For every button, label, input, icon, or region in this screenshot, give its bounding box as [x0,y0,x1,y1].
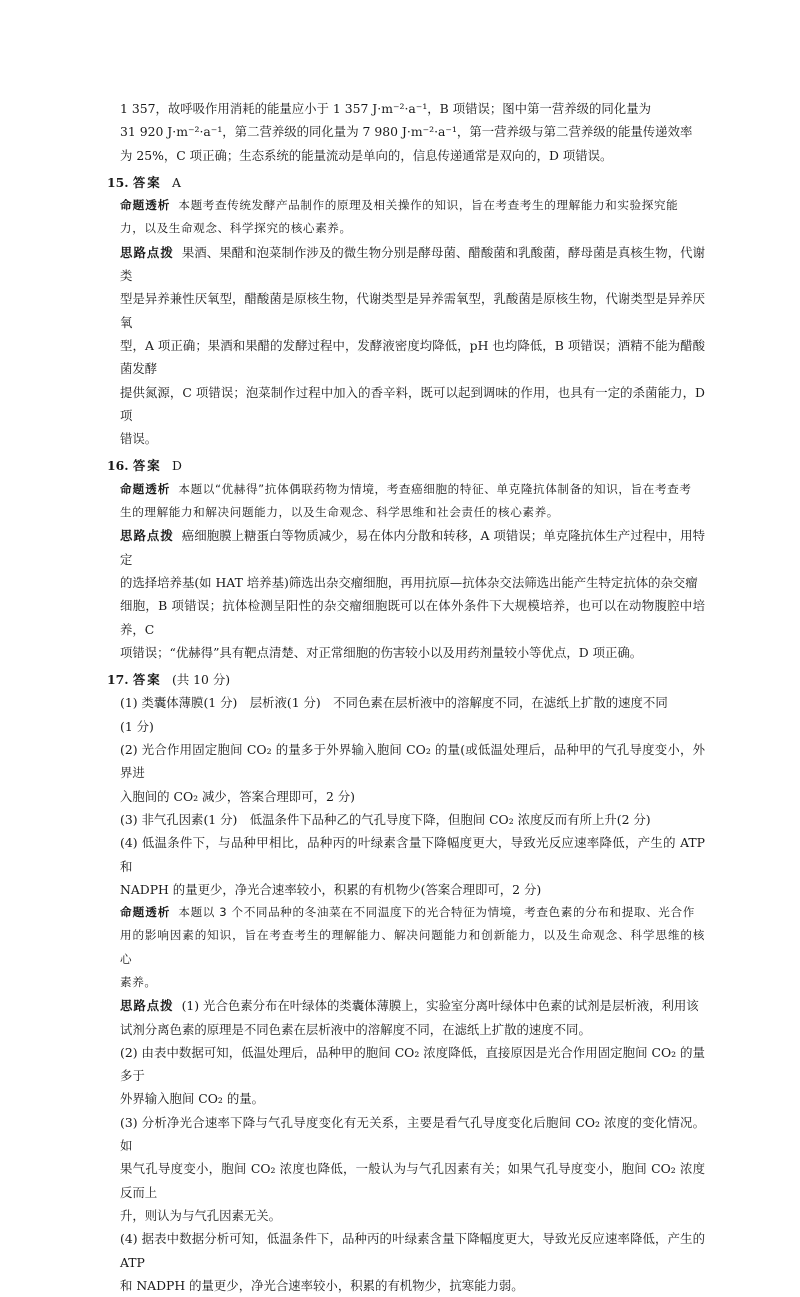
q17-sw-line: (4) 据表中数据分析可知，低温条件下，品种丙的叶绿素含量下降幅度更大，导致光反应速率降低，产生的 ATP [120,1231,705,1270]
q17-sw-text: (1) 光合色素分布在叶绿体的类囊体薄膜上，实验室分离叶绿体中色素的试剂是层析液，利用该 [181,998,699,1014]
q17-answer-value: (共 10 分) [172,672,231,688]
q16-sw-line [120,524,705,571]
q17-answer-line: (1) 类囊体薄膜(1 分) 层析液(1 分) 不同色素在层析液中的溶解度不同，在滤纸上扩散的速度不同 [120,695,668,711]
q15-sw-label: 思路点拨 [120,244,174,260]
q15-sw-text: 果酒、果醋和泡菜制作涉及的微生物分别是酵母菌、醋酸菌和乳酸菌，酵母菌是真核生物，代谢类 [120,244,706,284]
q14-tail-line: 1 357，故呼吸作用消耗的能量应小于 1 357 J·m⁻²·a⁻¹，B 项错误；图中第一营养级的同化量为 [120,101,651,116]
q16-answer-heading [107,454,705,477]
q15-sw-line: 型是异养兼性厌氧型，醋酸菌是原核生物，代谢类型是异养需氧型，乳酸菌是原核生物，代谢类型是异养厌氧 [120,291,705,330]
q15-sw-line: 型，A 项正确；果酒和果醋的发酵过程中，发酵液密度均降低，pH 也均降低，B 项错误；酒精不能为醋酸菌发酵 [120,337,705,377]
q16-sw-line: 的选择培养基(如 HAT 培养基)筛选出杂交瘤细胞，再用抗原—抗体杂交法筛选出能产生特定抗体的杂交瘤 [120,574,698,590]
q17-answer-line: (4) 低温条件下，与品种甲相比，品种丙的叶绿素含量下降幅度更大，导致光反应速率降低，产生的 ATP 和 [120,835,705,874]
q17-tsu-line: 用的影响因素的知识，旨在考查考生的理解能力、解决问题能力和创新能力，以及生命观念、科学思维的核心 [120,928,705,966]
q15-answer-heading [107,171,705,194]
q17-answer-label: 答案 [132,672,162,688]
q16-tsu-line [120,478,705,501]
q15-sw-line [120,241,705,288]
q17-number: 17. [107,672,129,688]
q16-sw-line: 细胞，B 项错误；抗体检测呈阳性的杂交瘤细胞既可以在体外条件下大规模培养，也可以在动物腹腔中培养，C [120,598,705,637]
q15-tsu-text: 本题考查传统发酵产品制作的原理及相关操作的知识，旨在考查考生的理解能力和实验探究能 [178,198,679,213]
q17-sw-line [120,994,705,1017]
q15-sw-line: 提供氮源，C 项错误；泡菜制作过程中加入的香辛料，既可以起到调味的作用，也具有一定的杀菌能力，D 项 [120,384,705,423]
q15-tsu-line: 力，以及生命观念、科学探究的核心素养。 [120,221,352,236]
q16-sw-label: 思路点拨 [120,528,174,544]
q15-answer-label: 答案 [132,174,162,190]
q15-number: 15. [107,174,129,190]
q17-sw-line: 和 NADPH 的量更少，净光合速率较小，积累的有机物少，抗寒能力弱。 [120,1277,524,1293]
q17-tsu-label: 命题透析 [120,905,171,920]
q16-sw-line: 项错误；“优赫得”具有靶点清楚、对正常细胞的伤害较小以及用药剂量较小等优点，D 项正确。 [120,644,643,660]
q16-tsu-line: 生的理解能力和解决问题能力，以及生命观念、科学思维和社会责任的核心素养。 [120,505,559,520]
q17-answer-line: (2) 光合作用固定胞间 CO₂ 的量多于外界输入胞间 CO₂ 的量(或低温处理后，品种甲的气孔导度变小，外界进 [120,742,705,781]
q17-sw-line: 外界输入胞间 CO₂ 的量。 [120,1091,264,1107]
q14-tail-line: 31 920 J·m⁻²·a⁻¹，第二营养级的同化量为 7 980 J·m⁻²·a⁻¹，第一营养级与第二营养级的能量传递效率 [120,124,693,140]
q16-tsu-text: 本题以“优赫得”抗体偶联药物为情境，考查癌细胞的特征、单克隆抗体制备的知识，旨在考查考 [178,481,692,496]
q16-tsu-label: 命题透析 [120,481,171,496]
q14-tail-line: 为 25%，C 项正确；生态系统的能量流动是单向的，信息传递通常是双向的，D 项错误。 [120,147,613,163]
q17-sw-line: (3) 分析净光合速率下降与气孔导度变化有无关系，主要是看气孔导度变化后胞间 CO₂ 浓度的变化情况。如 [120,1114,705,1154]
q17-sw-line: 果气孔导度变小，胞间 CO₂ 浓度也降低，一般认为与气孔因素有关；如果气孔导度变小，胞间 CO₂ 浓度反而上 [120,1161,705,1200]
answer-page [107,97,706,1297]
q17-answer-line: (1 分) [120,718,154,734]
q17-tsu-text: 本题以 3 个不同品种的冬油菜在不同温度下的光合特征为情境，考查色素的分布和提取、光合作 [178,905,695,920]
q17-answer-line: NADPH 的量更少，净光合速率较小，积累的有机物少(答案合理即可，2 分) [120,881,542,897]
q16-number: 16. [107,458,129,474]
q17-sw-line: 升，则认为与气孔因素无关。 [120,1207,282,1223]
q17-sw-line: (2) 由表中数据可知，低温处理后，品种甲的胞间 CO₂ 浓度降低，直接原因是光合作用固定胞间 CO₂ 的量多于 [120,1044,705,1084]
q16-answer-label: 答案 [132,458,162,474]
q17-sw-line: 试剂分离色素的原理是不同色素在层析液中的溶解度不同，在滤纸上扩散的速度不同。 [120,1021,591,1037]
q15-answer-value: A [172,174,181,190]
q15-tsu-line [120,194,705,217]
q15-tsu-label: 命题透析 [120,198,171,213]
q17-tsu-line: 素养。 [120,974,157,989]
q17-tsu-line [120,901,705,924]
q15-sw-line: 错误。 [120,431,158,447]
q17-answer-line: 入胞间的 CO₂ 减少，答案合理即可，2 分) [120,788,355,804]
q16-answer-value: D [172,458,182,474]
q17-sw-label: 思路点拨 [120,998,174,1014]
q17-answer-heading [107,668,705,691]
q17-answer-line: (3) 非气孔因素(1 分) 低温条件下品种乙的气孔导度下降，但胞间 CO₂ 浓度反而有所上升(2 分) [120,811,651,827]
q16-sw-text: 癌细胞膜上糖蛋白等物质减少，易在体内分散和转移，A 项错误；单克隆抗体生产过程中，用特定 [120,528,706,567]
